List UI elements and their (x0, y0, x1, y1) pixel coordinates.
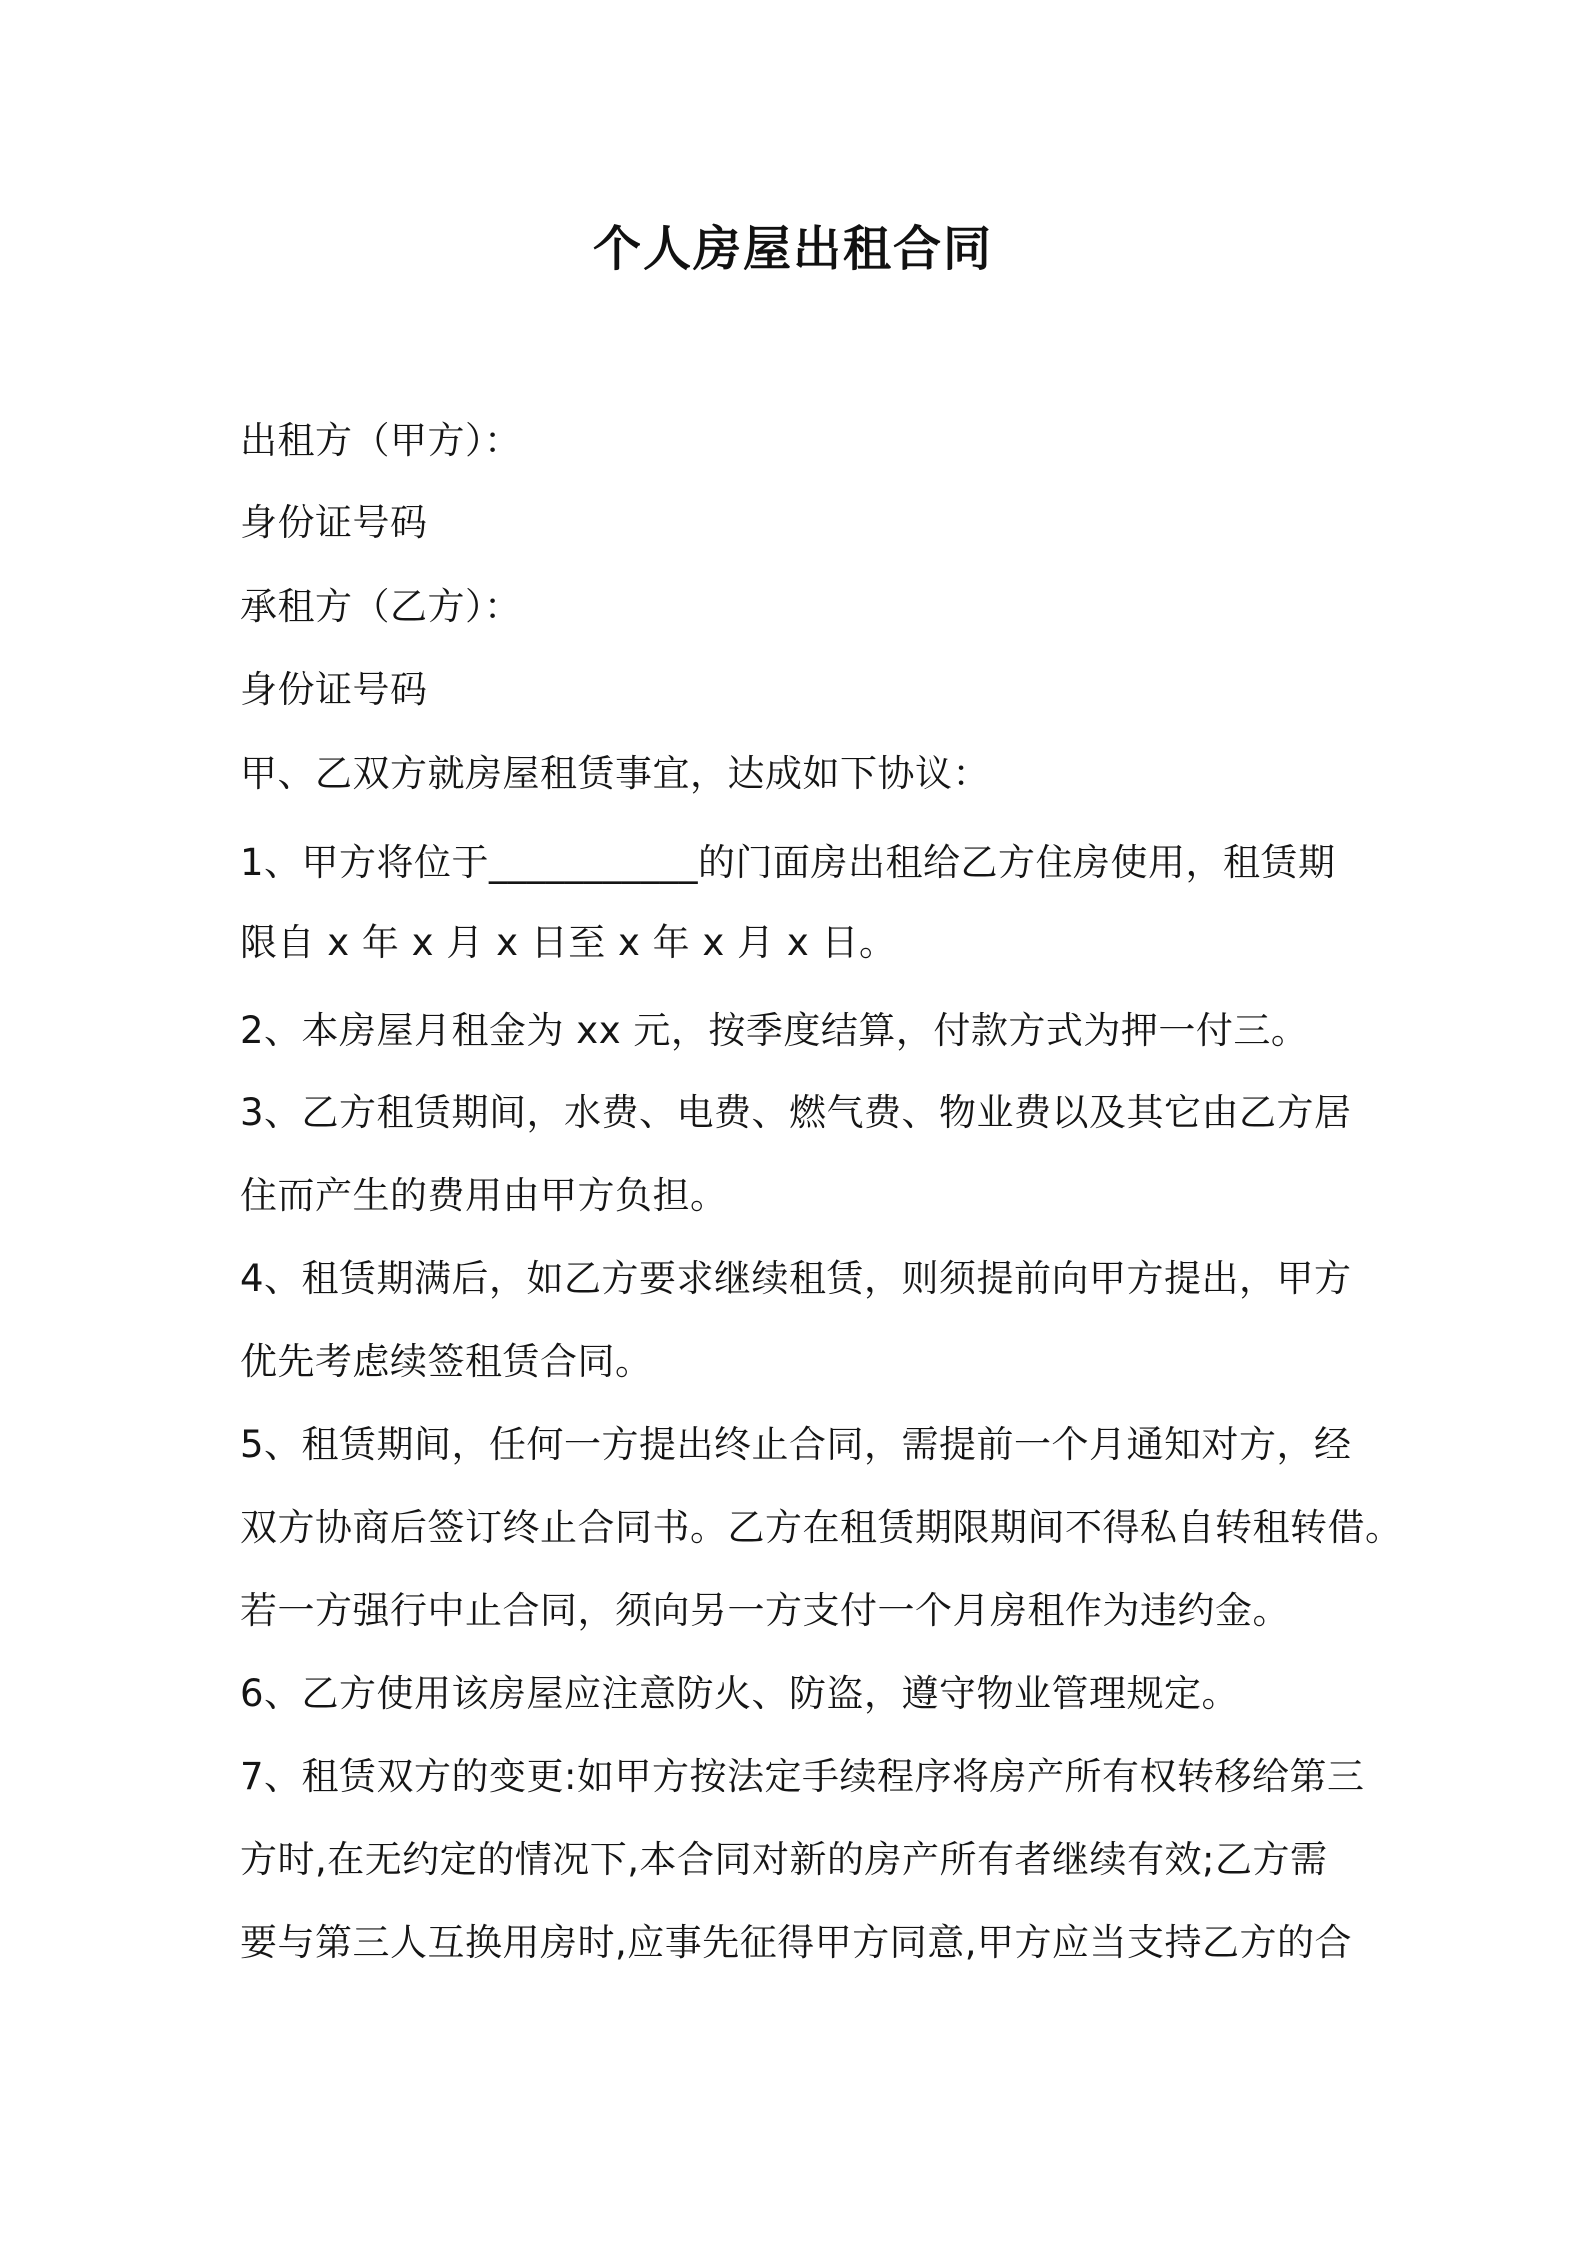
clause-2-line: 2、本房屋月租金为 xx 元，按季度结算，付款方式为押一付三。 (240, 1009, 1309, 1052)
clause-1-line-1: 1、甲方将位于___________的门面房出租给乙方住房使用，租赁期 (240, 841, 1336, 884)
clause-3-line-2: 住而产生的费用由甲方负担。 (240, 1174, 728, 1217)
clause-5-line-3: 若一方强行中止合同，须向另一方支付一个月房租作为违约金。 (240, 1589, 1290, 1632)
lessee-id-line: 身份证号码 (240, 668, 428, 711)
clause-1-line-2: 限自 x 年 x 月 x 日至 x 年 x 月 x 日。 (240, 921, 897, 964)
clause-7-line-2: 方时,在无约定的情况下,本合同对新的房产所有者继续有效;乙方需 (240, 1838, 1328, 1881)
clause-7-line-1: 7、租赁双方的变更:如甲方按法定手续程序将房产所有权转移给第三 (240, 1755, 1365, 1798)
clause-5-line-2: 双方协商后签订终止合同书。乙方在租赁期限期间不得私自转租转借。 (240, 1506, 1403, 1549)
clause-3-line-1: 3、乙方租赁期间，水费、电费、燃气费、物业费以及其它由乙方居 (240, 1091, 1352, 1134)
lessee-line: 承租方（乙方）： (240, 585, 522, 628)
lessor-line: 出租方（甲方）： (240, 419, 522, 462)
agreement-intro-line: 甲、乙双方就房屋租赁事宜，达成如下协议： (240, 752, 990, 795)
clause-4-line-1: 4、租赁期满后，如乙方要求继续租赁，则须提前向甲方提出，甲方 (240, 1257, 1352, 1300)
clause-4-line-2: 优先考虑续签租赁合同。 (240, 1340, 653, 1383)
clause-6-line: 6、乙方使用该房屋应注意防火、防盗，遵守物业管理规定。 (240, 1672, 1240, 1715)
document-title: 个人房屋出租合同 (592, 221, 993, 277)
lessor-id-line: 身份证号码 (240, 501, 428, 544)
clause-7-line-3: 要与第三人互换用房时,应事先征得甲方同意,甲方应当支持乙方的合 (240, 1921, 1353, 1964)
clause-5-line-1: 5、租赁期间，任何一方提出终止合同，需提前一个月通知对方，经 (240, 1423, 1352, 1466)
